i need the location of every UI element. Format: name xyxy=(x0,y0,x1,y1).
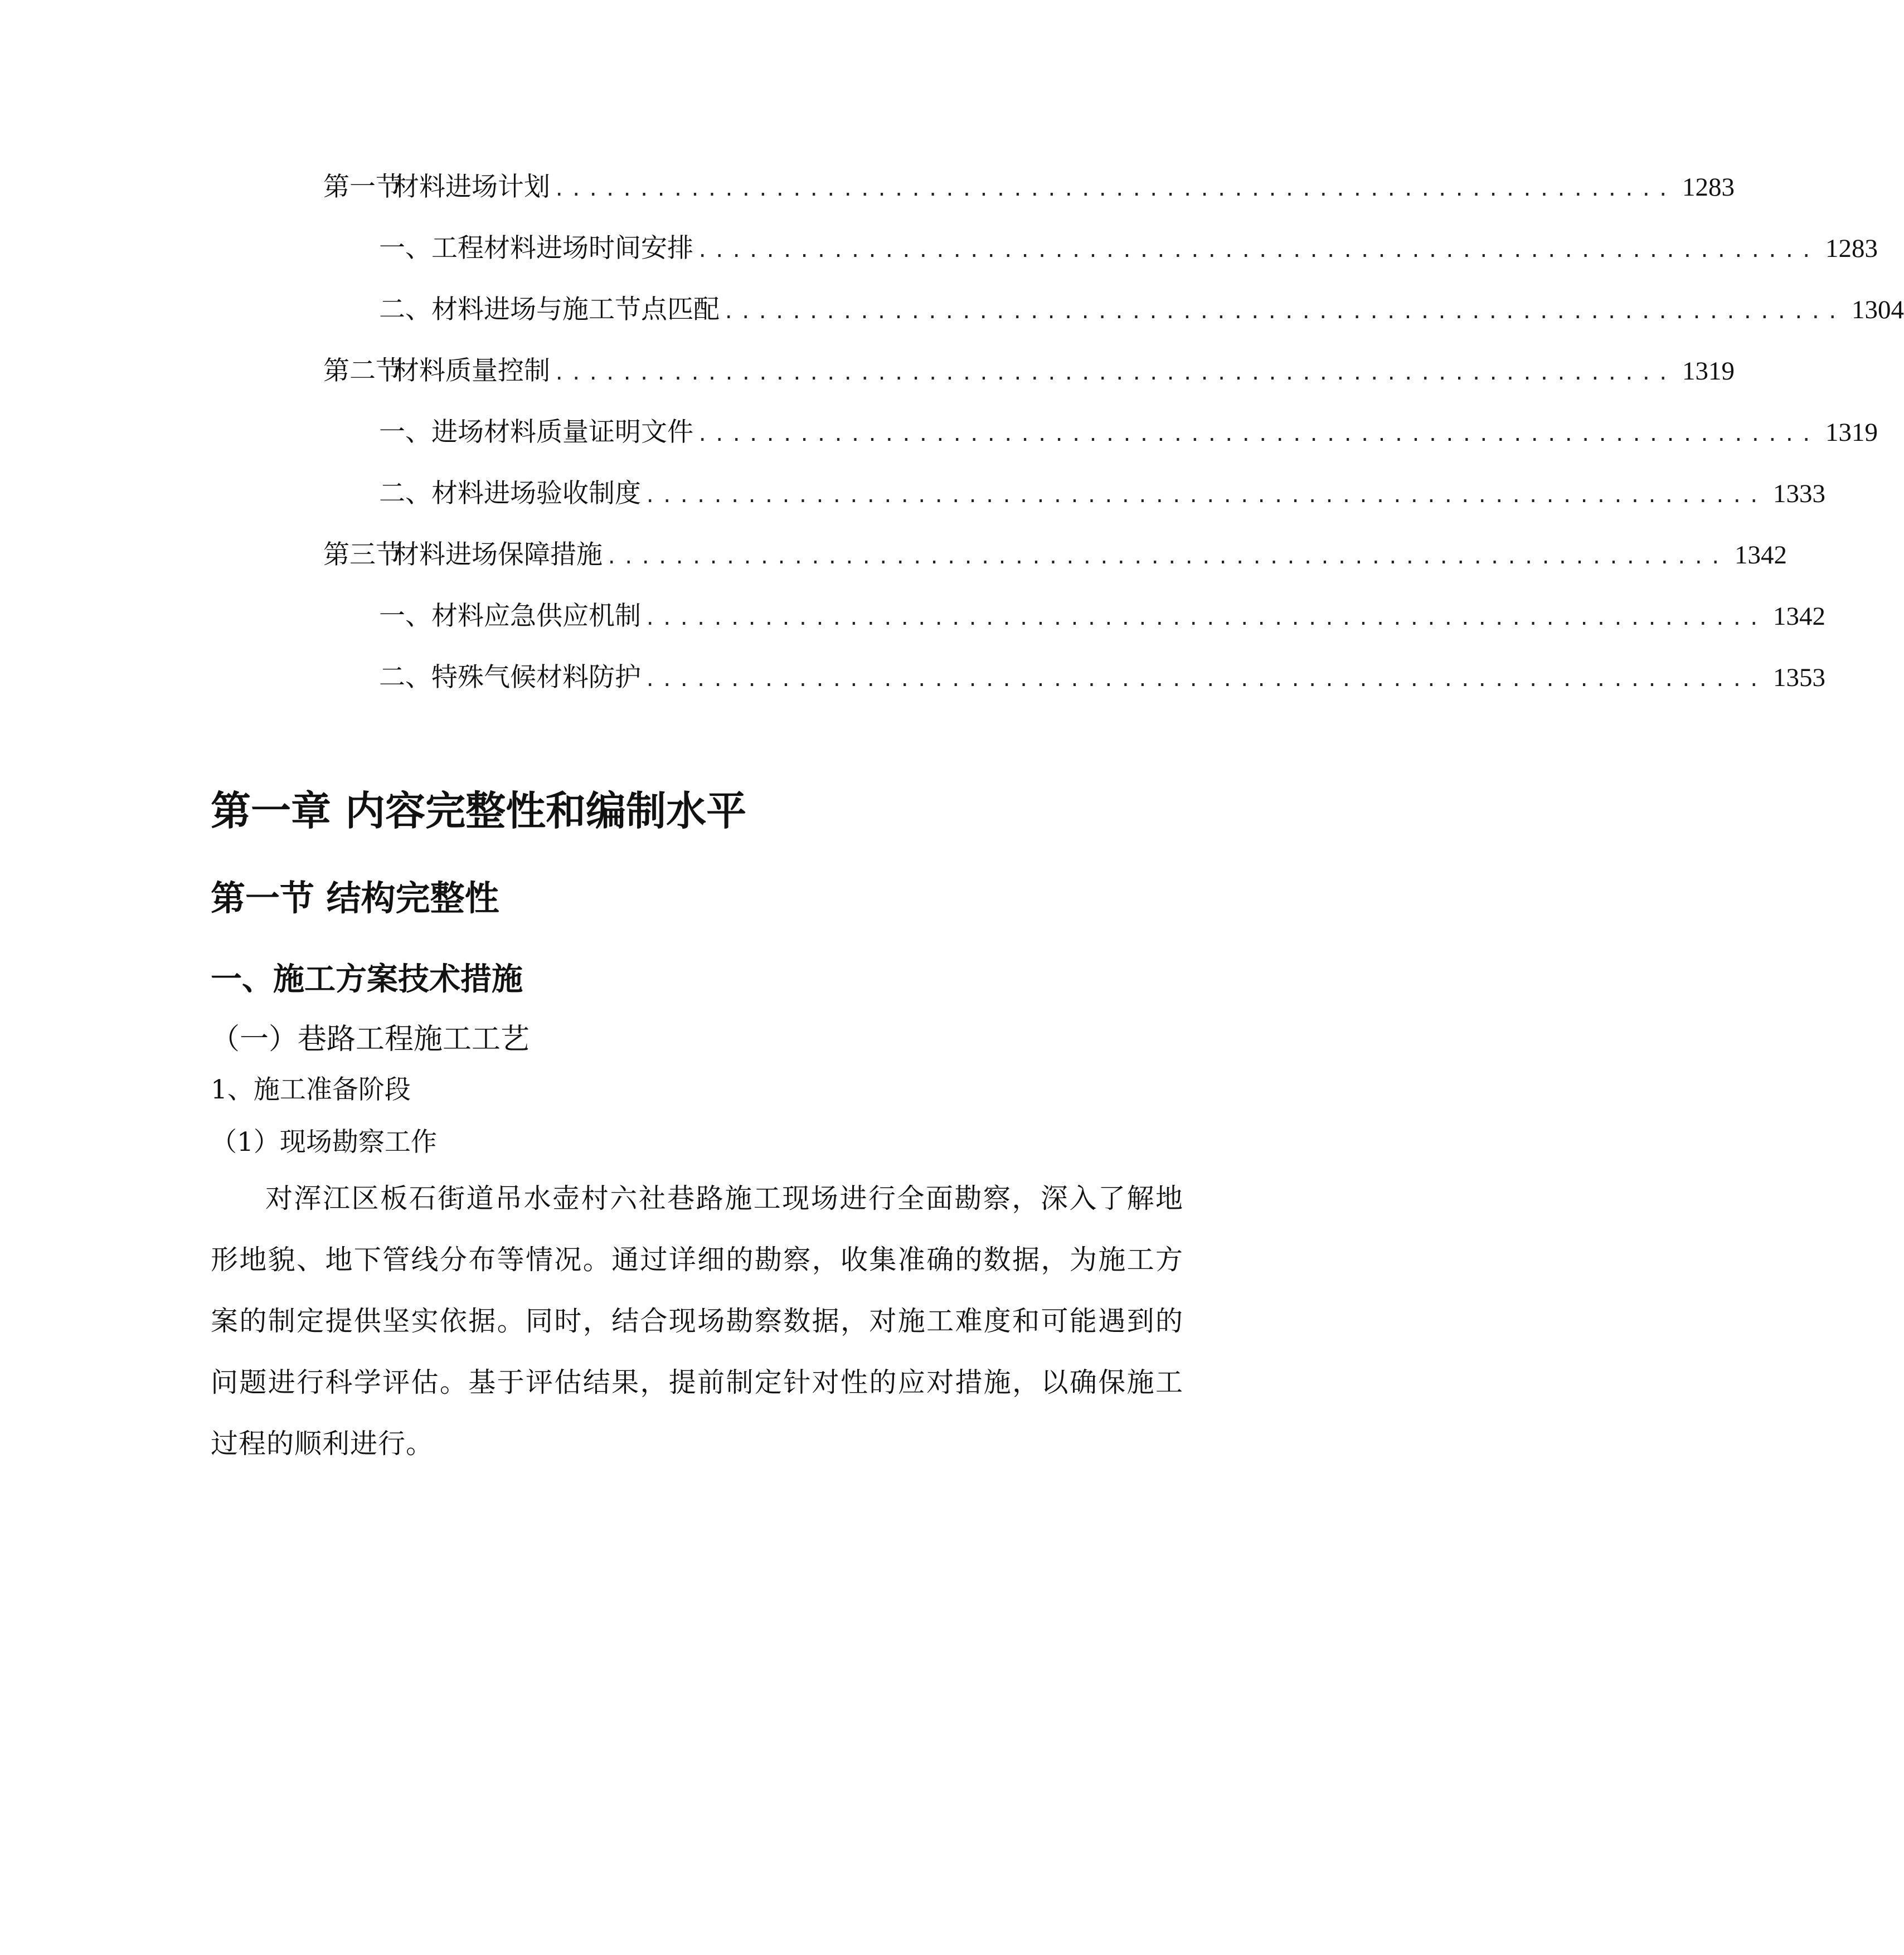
toc-entry-title: 进场材料质量证明文件 xyxy=(431,417,693,448)
toc-entry-number: 一、 xyxy=(379,233,431,264)
toc-entry-page: 1283 xyxy=(1825,234,1878,263)
toc-entry-number: 一、 xyxy=(379,601,431,631)
toc-entry-page: 1304 xyxy=(1852,295,1904,324)
toc-leader-dots: .................................................................. xyxy=(697,424,1818,446)
numbered-paren-heading: （1）现场勘察工作 xyxy=(211,1127,437,1158)
toc-entry-page: 1353 xyxy=(1773,663,1826,692)
toc-entry-number: 二、 xyxy=(379,478,431,509)
subsection-heading: 一、施工方案技术措施 xyxy=(211,961,523,998)
toc-entry-title: 特殊气候材料防护 xyxy=(431,662,641,693)
toc-entry-title: 材料进场保障措施 xyxy=(393,539,603,570)
toc-leader-dots: .................................................................. xyxy=(553,362,1675,385)
numbered-heading: 1、施工准备阶段 xyxy=(211,1074,411,1105)
toc-entry-number: 二、 xyxy=(379,662,431,693)
toc-entry-number: 一、 xyxy=(379,417,431,448)
toc-leader-dots: .................................................................. xyxy=(606,546,1727,568)
toc-entry-page: 1319 xyxy=(1682,357,1735,386)
toc-entry[interactable] xyxy=(323,533,1788,577)
body-paragraph: 对浑江区板石街道吊水壶村六社巷路施工现场进行全面勘察，深入了解地形地貌、地下管线分布等情况。通过详细的勘察，收集准确的数据，为施工方案的制定提供坚实依据。同时，结合现场勘察数据，对施工难度和可能遇到的问题进行科学评估。基于评估结果，提前制定针对性的应对措施，以确保施工过程的顺利进行。 xyxy=(211,1183,1183,1460)
toc-entry[interactable] xyxy=(323,349,1735,393)
toc-leader-dots: .................................................................. xyxy=(723,301,1844,323)
toc-leader-dots: .................................................................. xyxy=(644,607,1766,630)
paren-heading: （一）巷路工程施工工艺 xyxy=(211,1023,530,1056)
toc-entry[interactable] xyxy=(379,226,1878,271)
toc-entry-page: 1333 xyxy=(1773,479,1826,508)
toc-entry-page: 1342 xyxy=(1773,602,1826,631)
toc-entry[interactable] xyxy=(379,410,1878,455)
toc-entry-title: 材料进场计划 xyxy=(393,172,550,202)
toc-entry-page: 1342 xyxy=(1735,541,1788,570)
section-heading: 第一节 结构完整性 xyxy=(211,878,499,918)
toc-entry[interactable] xyxy=(323,165,1735,210)
toc-entry-title: 工程材料进场时间安排 xyxy=(431,233,693,264)
toc-leader-dots: .................................................................. xyxy=(644,485,1766,507)
toc-entry-title: 材料进场与施工节点匹配 xyxy=(431,294,720,325)
toc-entry[interactable] xyxy=(379,655,1826,700)
toc-entry-page: 1283 xyxy=(1682,173,1735,202)
toc-entry-title: 材料进场验收制度 xyxy=(431,478,641,509)
chapter-heading: 第一章 内容完整性和编制水平 xyxy=(211,787,747,834)
toc-entry-number: 第三节 xyxy=(323,539,402,570)
toc-entry[interactable] xyxy=(379,471,1826,516)
toc-entry-number: 二、 xyxy=(379,294,431,325)
toc-leader-dots: .................................................................. xyxy=(644,669,1766,691)
toc-leader-dots: .................................................................. xyxy=(697,240,1818,262)
toc-entry[interactable] xyxy=(379,288,1904,332)
toc-entry-page: 1319 xyxy=(1825,418,1878,447)
toc-entry[interactable] xyxy=(379,594,1826,639)
toc-leader-dots: .................................................................. xyxy=(553,178,1675,201)
toc-entry-number: 第一节 xyxy=(323,172,402,202)
toc-entry-title: 材料质量控制 xyxy=(393,356,550,386)
toc-entry-title: 材料应急供应机制 xyxy=(431,601,641,631)
toc-entry-number: 第二节 xyxy=(323,356,402,386)
